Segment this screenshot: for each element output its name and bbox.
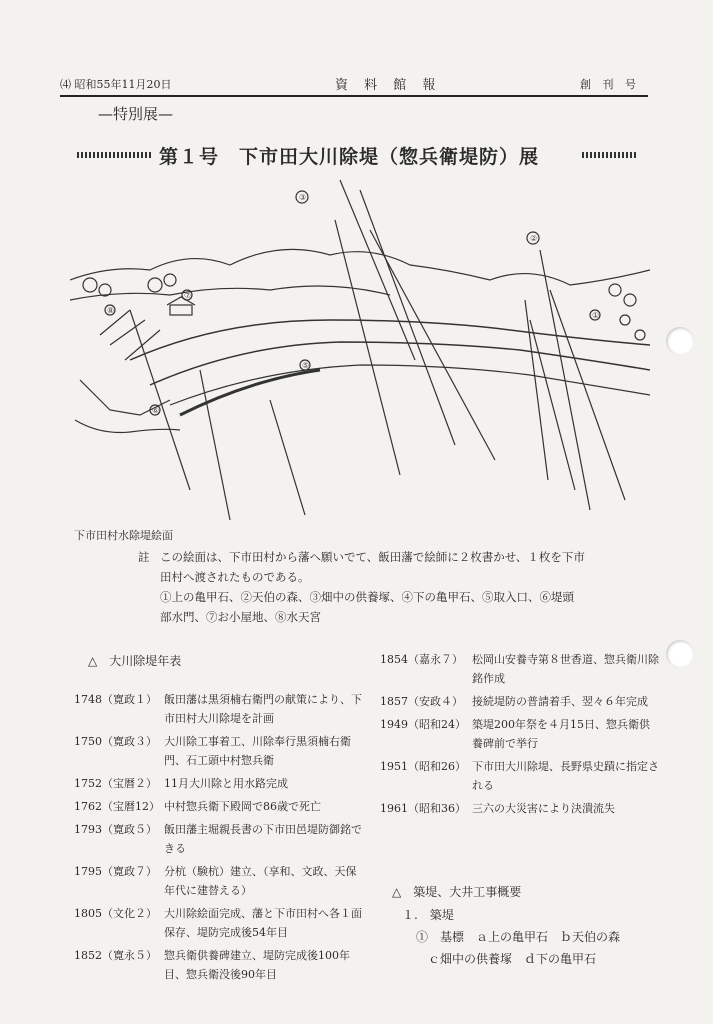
title-ornament-right [582,152,637,158]
timeline-entry [380,799,660,818]
works-line: １. 築堤 [402,908,454,922]
timeline-desc: 三六の大災害により決潰流失 [472,802,615,815]
timeline-entry [380,715,660,753]
timeline-year: 1949（昭和24） [380,718,466,731]
works-line: ① 基標 ａ上の亀甲石 ｂ天伯の森 [416,930,621,944]
timeline-entry [74,774,364,793]
timeline-desc: 下市田大川除堤、長野県史蹟に指定される [472,760,659,792]
timeline-entry [74,862,364,900]
timeline-desc: 中村惣兵衛下殿岡で86歳で死亡 [164,800,321,813]
page-title: 第１号 下市田大川除堤（惣兵衛堤防）展 [159,146,540,168]
timeline-entry [74,820,364,858]
svg-text:⑤: ⑤ [302,361,310,370]
timeline-entry [380,650,660,688]
svg-text:①: ① [592,311,600,320]
punch-hole [666,640,694,668]
title-ornament-left [77,152,152,158]
edition-label: 創 刊 号 [580,78,640,91]
timeline-entry [74,690,364,728]
timeline-desc: 分杭（験杭）建立、（享和、文政、天保年代に建替える） [164,865,357,897]
title-row [77,142,637,168]
works-line: ｃ畑中の供養塚 ｄ下の亀甲石 [428,952,597,966]
timeline-year: 1951（昭和26） [380,760,466,773]
timeline-year: 1857（安政４） [380,695,463,708]
timeline-right [380,650,660,822]
svg-text:⑧: ⑧ [107,306,115,315]
svg-text:③: ③ [299,193,307,202]
timeline-desc: 大川除工事着工、川除奉行黒須楠右衛門、石工頭中村惣兵衛 [164,735,351,767]
timeline-desc: 松岡山安養寺第８世香道、惣兵衛川除銘作成 [472,653,659,685]
issue-date: ⑷ 昭和55年11月20日 [60,78,172,91]
page-header [60,76,650,94]
note-text: この絵面は、下市田村から藩へ願いでて、飯田藩で絵師に２枚書かせ、１枚を下市田村へ渡されたものである。 [160,550,585,584]
timeline-year: 1795（寛政７） [74,865,157,878]
special-exhibit-label: —特別展— [98,105,174,123]
embankment-illustration [70,170,650,520]
timeline-year: 1762（宝暦12） [74,800,160,813]
timeline-desc: 飯田藩主堀親長書の下市田邑堤防御銘できる [164,823,362,855]
timeline-entry [74,946,364,984]
timeline-entry [74,904,364,942]
header-rule [60,95,648,97]
timeline-desc: 11月大川除と用水路完成 [164,777,288,790]
timeline-entry [380,692,660,711]
timeline-heading: △ 大川除堤年表 [88,654,182,668]
svg-text:②: ② [530,234,538,243]
timeline-entry [380,757,660,795]
timeline-year: 1750（寛政３） [74,735,157,748]
timeline-year: 1748（寛政１） [74,693,157,706]
timeline-desc: 大川除絵面完成、藩と下市田村へ各１面保存、堤防完成後54年目 [164,907,362,939]
svg-text:⑦: ⑦ [184,291,192,300]
works-heading: △ 築堤、大井工事概要 [392,885,522,899]
svg-text:⑥: ⑥ [152,406,160,415]
illustration-caption: 下市田村水除堤絵面 [74,529,173,542]
timeline-entry [74,732,364,770]
note-legend: ①上の亀甲石、②天伯の森、③畑中の供養塚、④下の亀甲石、⑤取入口、⑥堤頭部水門、⑦お小屋地、⑧水天宮 [160,590,574,624]
note-label: 註 [138,550,150,564]
timeline-desc: 惣兵衛供養碑建立、堤防完成後100年目、惣兵衛没後90年目 [164,949,350,981]
timeline-year: 1961（昭和36） [380,802,466,815]
timeline-year: 1854（嘉永７） [380,653,463,666]
timeline-year: 1793（寛政５） [74,823,157,836]
timeline-year: 1752（宝暦２） [74,777,157,790]
timeline-year: 1852（寛永５） [74,949,157,962]
timeline-entry [74,797,364,816]
timeline-desc: 築堤200年祭を４月15日、惣兵衛供養碑前で挙行 [472,718,650,750]
timeline-left [74,690,364,988]
timeline-year: 1805（文化２） [74,907,157,920]
timeline-desc: 接続堤防の普請着手、翌々６年完成 [472,695,648,708]
timeline-desc: 飯田藩は黒須楠右衛門の献策により、下市田村大川除堤を計画 [164,693,362,725]
punch-hole [666,327,694,355]
publication-title: 資 料 館 報 [335,78,442,93]
